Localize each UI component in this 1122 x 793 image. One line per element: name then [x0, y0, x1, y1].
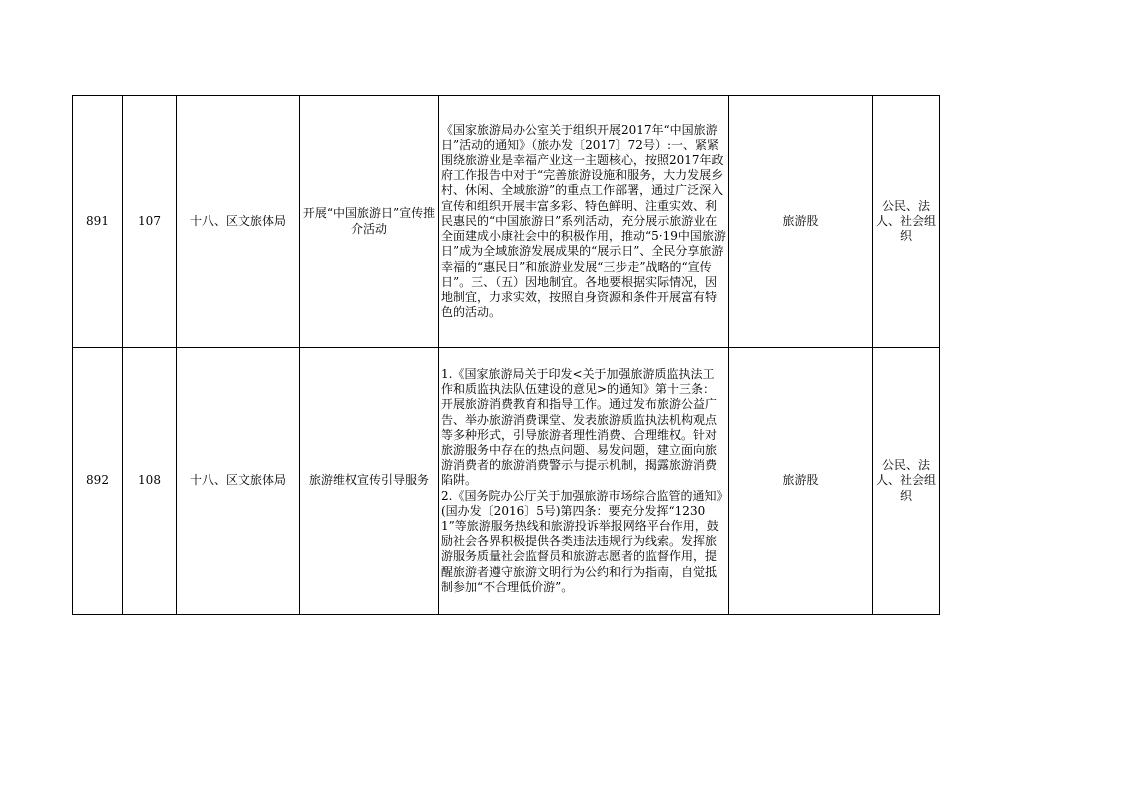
department-cell: 十八、区文旅体局 [177, 96, 300, 348]
legal-basis-cell [439, 96, 729, 348]
service-target-cell: 公民、法人、社会组织 [873, 348, 940, 615]
legal-basis-paragraph: 1.《国家旅游局关于印发<关于加强旅游质监执法工作和质监执法队伍建设的意见>的通知》第十三条：开展旅游消费教育和指导工作。通过发布旅游公益广告、举办旅游消费课堂、发表旅游质监执法机构观点等多种形式，引导旅游者理性消费、合理维权。针对旅游服务中存在的热点问题、易发问题，建立面向旅游消费者的旅游消费警示与提示机制，揭露旅游消费陷阱。 [441, 366, 718, 488]
item-name-cell: 旅游维权宣传引导服务 [300, 348, 439, 615]
department-cell: 十八、区文旅体局 [177, 348, 300, 615]
seq-cell: 892 [73, 348, 123, 615]
legal-basis-paragraph: 《国家旅游局办公室关于组织开展2017年“中国旅游日”活动的通知》（旅办发〔2017〕72号）:一、紧紧围绕旅游业是幸福产业这一主题核心，按照2017年政府工作报告中对于“完善旅游设施和服务，大力发展乡村、休闲、全域旅游”的重点工作部署，通过广泛深入宣传和组织开展丰富多彩、特色鲜明、注重实效、利民惠民的“中国旅游日”系列活动，充分展示旅游业在全面建成小康社会中的积极作用，推动“5·19中国旅游日”成为全域旅游发展成果的“展示日”、全民分享旅游幸福的“惠民日”和旅游业发展“三步走”战略的“宣传日”。三、（五）因地制宜。各地要根据实际情况，因地制宜，力求实效，按照自身资源和条件开展富有特色的活动。 [441, 122, 726, 320]
table-row [73, 96, 940, 348]
item-name-cell: 开展“中国旅游日”宣传推介活动 [300, 96, 439, 348]
sub-seq-cell: 107 [123, 96, 177, 348]
sub-seq-cell: 108 [123, 348, 177, 615]
service-items-table [72, 95, 940, 615]
responsible-office-cell: 旅游股 [729, 348, 873, 615]
service-target-cell: 公民、法人、社会组织 [873, 96, 940, 348]
legal-basis-cell [439, 348, 729, 615]
seq-cell: 891 [73, 96, 123, 348]
responsible-office-cell: 旅游股 [729, 96, 873, 348]
legal-basis-paragraph: 2.《国务院办公厅关于加强旅游市场综合监管的通知》(国办发〔2016〕5号)第四条：要充分发挥“12301”等旅游服务热线和旅游投诉举报网络平台作用，鼓励社会各界积极提供各类违法违规行为线索。发挥旅游服务质量社会监督员和旅游志愿者的监督作用，提醒旅游者遵守旅游文明行为公约和行为指南，自觉抵制参加“不合理低价游”。 [441, 488, 723, 594]
table-row [73, 348, 940, 615]
